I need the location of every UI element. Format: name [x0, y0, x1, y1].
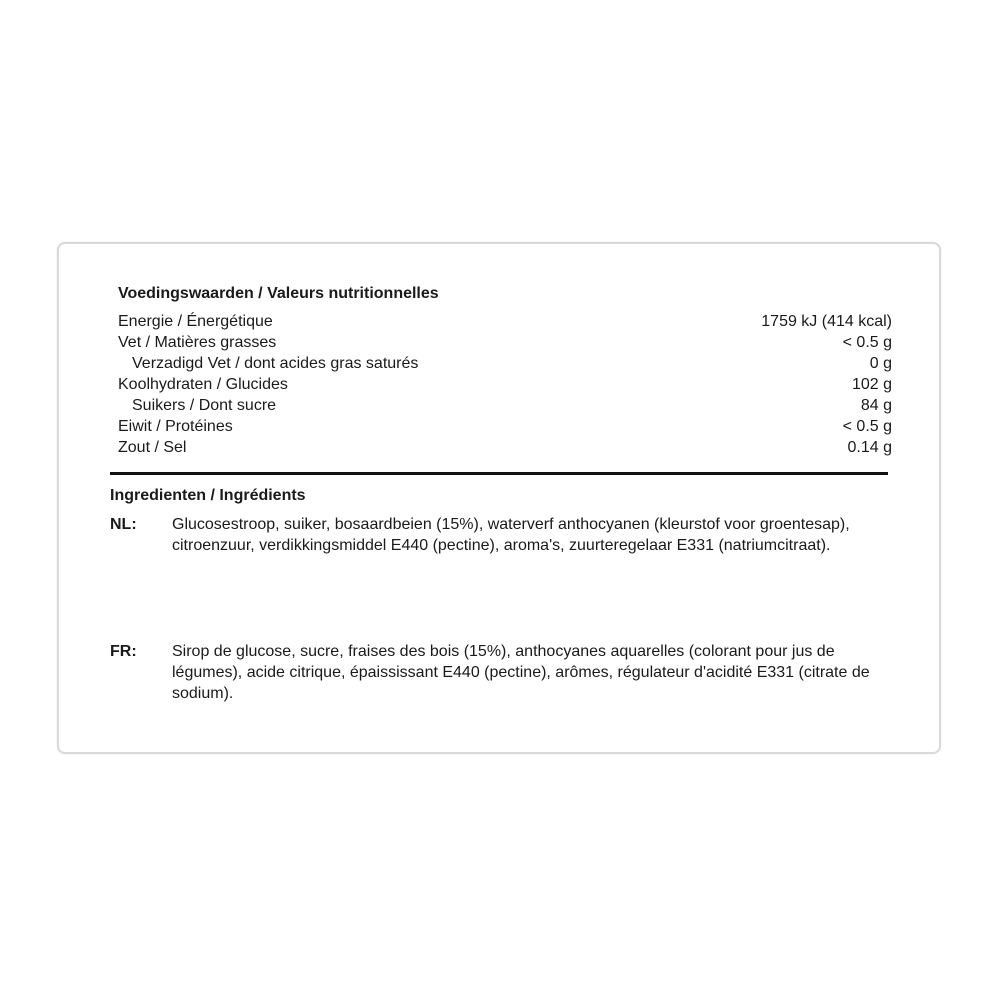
nutrition-row-saturated-fat: [118, 353, 892, 374]
nutrient-name: Verzadigd Vet / dont acides gras saturés: [132, 355, 419, 372]
nutrient-name: Vet / Matières grasses: [118, 334, 277, 351]
nutrient-name: Zout / Sel: [118, 439, 187, 456]
nutrient-value: 0 g: [869, 355, 892, 372]
language-code-fr: FR:: [110, 643, 137, 660]
nutrient-value: 0.14 g: [847, 439, 892, 456]
nutrient-value: 1759 kJ (414 kcal): [761, 313, 892, 330]
ingredients-title: Ingredienten / Ingrédients: [110, 487, 306, 504]
nutrient-name: Eiwit / Protéines: [118, 418, 233, 435]
nutrition-row-carbohydrates: [118, 374, 892, 395]
section-divider: [110, 472, 888, 475]
nutrient-value: < 0.5 g: [842, 418, 892, 435]
ingredients-text-fr: Sirop de glucose, sucre, fraises des bois (15%), anthocyanes aquarelles (colorant pour jus de légumes), acide citrique, épaississant E440 (pectine), arômes, régulateur d'acidité E331 (citrate de sodium).: [172, 643, 870, 702]
language-code-nl: NL:: [110, 516, 137, 533]
nutrition-row-protein: [118, 416, 892, 437]
nutrient-value: 84 g: [860, 397, 892, 414]
nutrition-table: [118, 311, 892, 458]
nutrition-row-energy: [118, 311, 892, 332]
nutrient-value: 102 g: [851, 376, 892, 393]
product-label-card: [57, 242, 941, 754]
nutrient-name: Energie / Énergétique: [118, 313, 273, 330]
ingredients-text-nl: Glucosestroop, suiker, bosaardbeien (15%), waterverf anthocyanen (kleurstof voor groentesap), citroenzuur, verdikkingsmiddel E440 (pectine), aroma's, zuurteregelaar E331 (natriumcitraat).: [172, 516, 850, 554]
nutrition-row-fat: [118, 332, 892, 353]
nutrient-name: Koolhydraten / Glucides: [118, 376, 288, 393]
nutrient-name: Suikers / Dont sucre: [132, 397, 277, 414]
nutrition-row-salt: [118, 437, 892, 458]
nutrient-value: < 0.5 g: [842, 334, 892, 351]
nutrition-row-sugars: [118, 395, 892, 416]
nutrition-title: Voedingswaarden / Valeurs nutritionnelles: [118, 285, 439, 302]
